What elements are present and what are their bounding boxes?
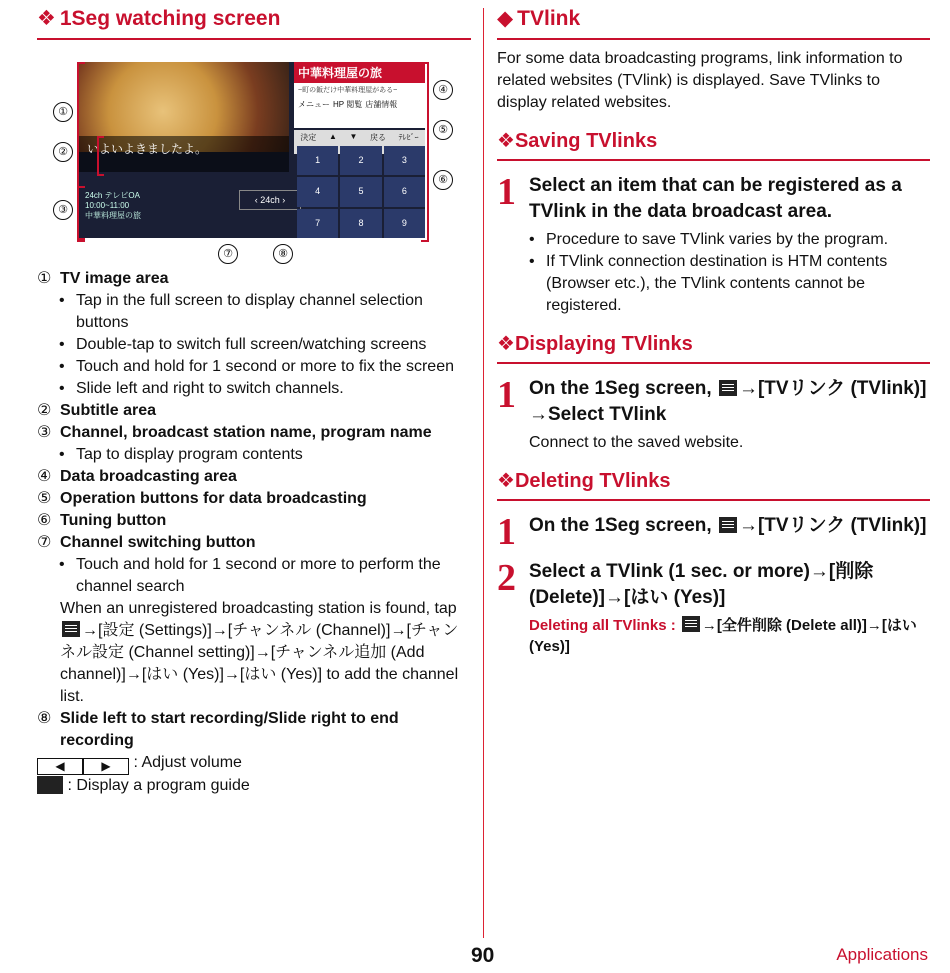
legend-num: ⑤ bbox=[37, 490, 52, 507]
bracket-subtitle bbox=[97, 136, 104, 176]
step-text: Select an item that can be registered as a TVlink in the data broadcast area. bbox=[529, 175, 902, 222]
screen-figure bbox=[37, 54, 471, 264]
legend-bullets bbox=[37, 290, 471, 400]
legend-label: Channel switching button bbox=[60, 534, 256, 551]
channel-switch-button: ‹ 24ch › bbox=[239, 190, 301, 210]
title-text: 1Seg watching screen bbox=[59, 7, 281, 30]
legend-label: Subtitle area bbox=[60, 402, 157, 419]
subsection-deleting bbox=[497, 468, 930, 501]
bullet: • Tap to display program contents bbox=[59, 444, 471, 466]
op-btn: 戻る bbox=[370, 133, 387, 142]
step-text-a: On the 1Seg screen, bbox=[529, 378, 712, 399]
diamond-icon: ◆ bbox=[497, 7, 514, 30]
legend-label: Channel, broadcast station name, program name bbox=[60, 424, 432, 441]
legend-label: Operation buttons for data broadcasting bbox=[60, 490, 367, 507]
tuning-keypad bbox=[297, 146, 425, 238]
red-rest: →[全件削除 (Delete all)]→[はい (Yes)] bbox=[529, 617, 917, 655]
db-tagline: ~町の飯だけ中華料理屋がある~ bbox=[298, 87, 398, 94]
deleting-step-2 bbox=[497, 559, 930, 657]
step-text-b: →[TVリンク (TVlink)] →Select TVlink bbox=[529, 378, 927, 425]
op-btn: ﾃﾚﾋﾞｰ bbox=[398, 133, 419, 142]
op-btn: 決定 bbox=[300, 133, 317, 142]
footer-section: Applications bbox=[836, 945, 928, 964]
legend-item bbox=[37, 466, 471, 488]
volume-up-key: ▶ bbox=[83, 758, 129, 775]
saving-step-1 bbox=[497, 173, 930, 317]
column-divider bbox=[483, 8, 484, 938]
tuning-key: 2 bbox=[340, 146, 381, 175]
data-broadcast-area bbox=[294, 62, 425, 128]
legend-num: ② bbox=[37, 402, 52, 419]
tuning-key: 9 bbox=[384, 209, 425, 238]
right-column bbox=[497, 0, 930, 657]
step-text-b: →[TVリンク (TVlink)] bbox=[738, 515, 927, 536]
step-text: Select a TVlink (1 sec. or more)→[削除 (Delete)]→[はい (Yes)] bbox=[529, 561, 874, 608]
bracket-right bbox=[421, 62, 429, 242]
left-column bbox=[37, 0, 471, 797]
op-btn: ▼ bbox=[349, 132, 358, 141]
bullet: • If TVlink connection destination is HTM contents (Browser etc.), the TVlink contents cannot be registered. bbox=[529, 251, 930, 317]
step-body: Connect to the saved website. bbox=[529, 434, 744, 451]
section-title-tvlink bbox=[497, 6, 930, 40]
legend-num: ④ bbox=[37, 468, 52, 485]
tuning-key: 7 bbox=[297, 209, 338, 238]
tuning-key: 1 bbox=[297, 146, 338, 175]
legend-item bbox=[37, 268, 471, 290]
legend-num: ⑦ bbox=[37, 534, 52, 551]
legend-bullets bbox=[37, 444, 471, 466]
db-menu-btn: メニュー bbox=[298, 100, 330, 109]
legend-label: Slide left to start recording/Slide right to end recording bbox=[60, 710, 399, 749]
callout-5: ⑤ bbox=[433, 120, 453, 140]
callout-2: ② bbox=[53, 142, 73, 162]
legend-num: ⑧ bbox=[37, 710, 52, 727]
bullet: • Tap in the full screen to display channel selection buttons bbox=[59, 290, 471, 334]
callout-8: ⑧ bbox=[273, 244, 293, 264]
step-number: 1 bbox=[497, 374, 516, 416]
callout-6: ⑥ bbox=[433, 170, 453, 190]
subsection-saving bbox=[497, 128, 930, 161]
step-text bbox=[529, 513, 926, 551]
bullet: • Touch and hold for 1 second or more to perform the channel search bbox=[59, 554, 471, 598]
bullet: • Slide left and right to switch channels. bbox=[59, 378, 471, 400]
saving-bullets bbox=[529, 229, 930, 317]
op-btn: ▲ bbox=[328, 132, 337, 141]
step-text bbox=[529, 376, 930, 428]
note-a: When an unregistered broadcasting station is found, tap bbox=[60, 600, 457, 617]
red-label: Deleting all TVlinks : bbox=[529, 617, 676, 634]
volume-text: : Adjust volume bbox=[133, 754, 242, 771]
legend-num: ⑥ bbox=[37, 512, 52, 529]
note-b: →[設定 (Settings)]→[チャンネル (Channel)]→[チャンネル設定 (Channel setting)]→[チャンネル追加 (Add channel)]→[はい (Yes)]→[はい (Yes)] to add the channel list. bbox=[60, 622, 459, 705]
db-menu-btn: HP 閲覧 bbox=[333, 100, 363, 109]
legend-bullets bbox=[37, 554, 471, 598]
bullet: • Double-tap to switch full screen/watching screens bbox=[59, 334, 471, 356]
diamond-cluster-icon: ❖ bbox=[37, 7, 56, 30]
program-guide-icon bbox=[37, 776, 63, 794]
tuning-key: 8 bbox=[340, 209, 381, 238]
sub-title: Saving TVlinks bbox=[514, 130, 658, 152]
volume-down-key: ◀ bbox=[37, 758, 83, 775]
callout-3: ③ bbox=[53, 200, 73, 220]
title-text: TVlink bbox=[517, 7, 581, 30]
legend-item bbox=[37, 422, 471, 444]
legend-item bbox=[37, 532, 471, 554]
db-menu-btn: 店舗情報 bbox=[365, 100, 398, 109]
bullet: • Procedure to save TVlink varies by the program. bbox=[529, 229, 930, 251]
menu-icon bbox=[62, 621, 80, 637]
subsection-displaying bbox=[497, 331, 930, 364]
callout-1: ① bbox=[53, 102, 73, 122]
tvlink-intro: For some data broadcasting programs, link information to related websites (TVlink) is displayed. Save TVlinks to display related websites. bbox=[497, 50, 903, 111]
legend-label: Tuning button bbox=[60, 512, 167, 529]
db-title: 中華料理屋の旅 bbox=[294, 62, 425, 83]
guide-text: : Display a program guide bbox=[67, 777, 250, 794]
tv-screen bbox=[79, 62, 425, 238]
diamond-cluster-icon: ❖ bbox=[497, 333, 515, 355]
info-station: テレビOA bbox=[104, 191, 140, 200]
delete-all-note bbox=[529, 615, 930, 657]
diamond-cluster-icon: ❖ bbox=[497, 470, 515, 492]
menu-icon bbox=[719, 380, 737, 396]
tuning-key: 6 bbox=[384, 177, 425, 206]
legend-list bbox=[37, 268, 471, 797]
guide-line bbox=[37, 775, 471, 797]
menu-icon bbox=[719, 517, 737, 533]
legend-item bbox=[37, 708, 471, 752]
legend-label: Data broadcasting area bbox=[60, 468, 237, 485]
displaying-step-1 bbox=[497, 376, 930, 454]
legend-num: ① bbox=[37, 270, 52, 287]
chsw-label: 24ch bbox=[260, 195, 280, 205]
channel-add-note bbox=[37, 598, 471, 708]
step-number: 1 bbox=[497, 511, 516, 553]
db-menu-buttons bbox=[294, 97, 425, 112]
menu-icon bbox=[682, 616, 700, 632]
legend-item bbox=[37, 488, 471, 510]
legend-num: ③ bbox=[37, 424, 52, 441]
info-time: 10:00~11:00 bbox=[85, 201, 130, 210]
legend-item bbox=[37, 510, 471, 532]
info-channel: 24ch bbox=[85, 191, 103, 200]
section-title-1seg bbox=[37, 6, 471, 40]
bracket-info bbox=[77, 186, 85, 240]
info-program: 中華料理屋の旅 bbox=[85, 211, 141, 220]
step-number: 1 bbox=[497, 171, 516, 213]
sub-title: Displaying TVlinks bbox=[514, 333, 693, 355]
bullet: • Touch and hold for 1 second or more to fix the screen bbox=[59, 356, 471, 378]
legend-item bbox=[37, 400, 471, 422]
subtitle-area: いよいよきましたよ。 bbox=[79, 136, 289, 172]
sub-title: Deleting TVlinks bbox=[514, 470, 671, 492]
tuning-key: 5 bbox=[340, 177, 381, 206]
legend-label: TV image area bbox=[60, 270, 169, 287]
diamond-cluster-icon: ❖ bbox=[497, 130, 515, 152]
deleting-step-1 bbox=[497, 513, 930, 551]
callout-4: ④ bbox=[433, 80, 453, 100]
step-text-a: On the 1Seg screen, bbox=[529, 515, 712, 536]
step-number: 2 bbox=[497, 557, 516, 599]
volume-line bbox=[37, 752, 471, 775]
tuning-key: 3 bbox=[384, 146, 425, 175]
callout-7: ⑦ bbox=[218, 244, 238, 264]
page-number: 90 bbox=[471, 944, 495, 967]
tuning-key: 4 bbox=[297, 177, 338, 206]
